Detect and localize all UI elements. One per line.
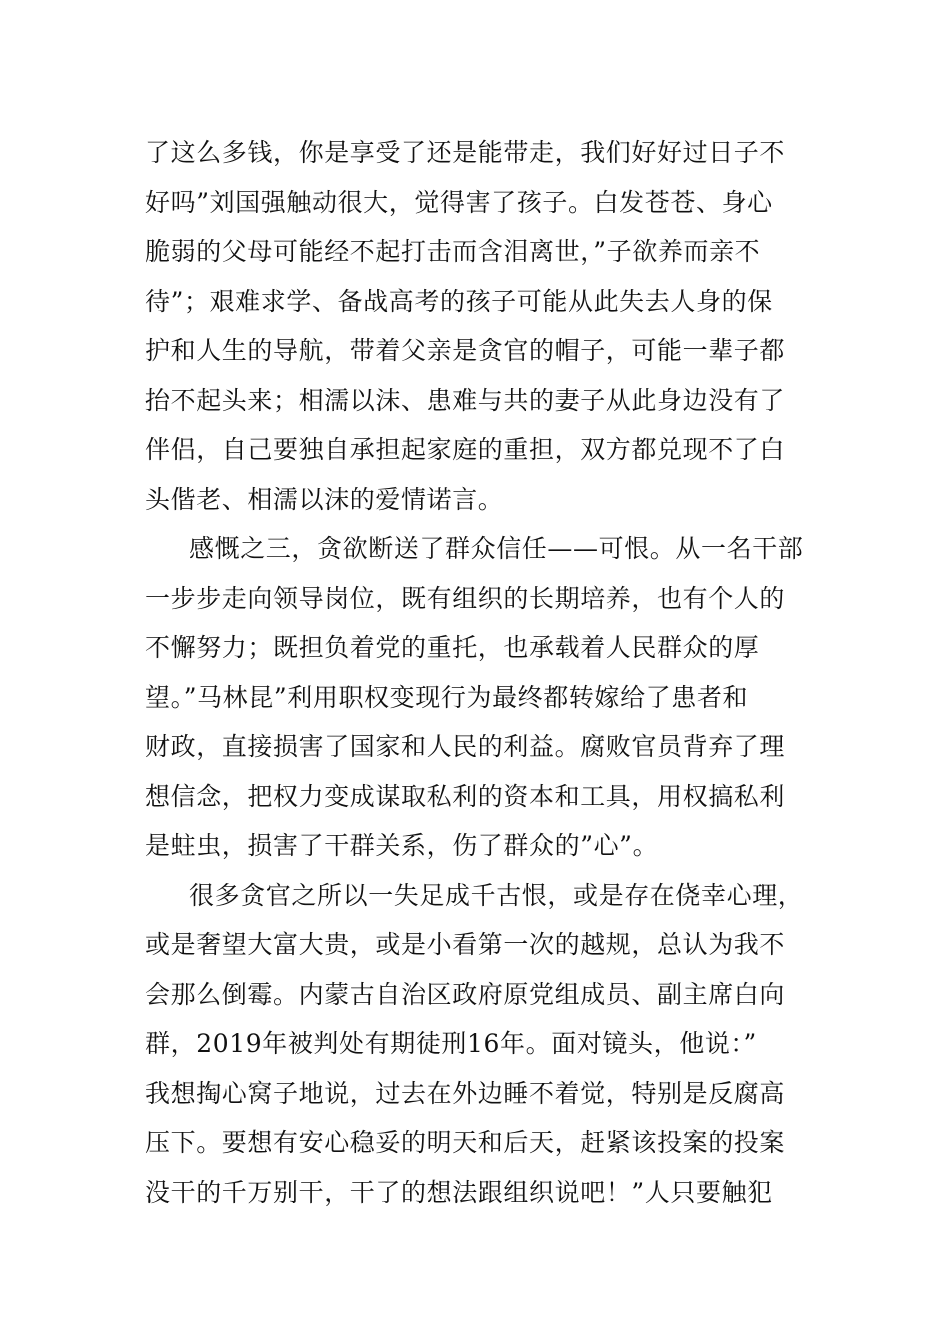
text-line: 头偕老、相濡以沫的爱情诺言。 [145,484,504,514]
text-line: 一步步走向领导岗位，既有组织的长期培养，也有个人的 [145,583,786,613]
paragraph-first-line: 很多贪官之所以一失足成千古恨，或是存在侥幸心理， [189,880,804,910]
text-line: 或是奢望大富大贵，或是小看第一次的越规，总认为我不 [145,930,786,959]
paragraph-first-line: 感慨之三，贪欲断送了群众信任——可恨。从一名干部 [189,534,804,563]
text-line: 护和人生的导航，带着父亲是贪官的帽子，可能一辈子都 [145,336,786,365]
text-line: 伴侣，自己要独自承担起家庭的重担，双方都兑现不了白 [145,435,786,464]
text-line: 了这么多钱，你是享受了还是能带走，我们好好过日子不 [145,138,786,167]
body-text [145,128,810,1217]
text-line: 不懈努力；既担负着党的重托，也承载着人民群众的厚 [145,633,760,662]
text-line: 脆弱的父母可能经不起打击而含泪离世，”子欲养而亲不 [145,237,761,266]
text-line: 抬不起头来；相濡以沫、患难与共的妻子从此身边没有了 [145,385,786,415]
text-line: 会那么倒霉。内蒙古自治区政府原党组成员、副主席白向 [145,979,786,1009]
text-line: 没干的千万别干，干了的想法跟组织说吧！”人只要触犯 [145,1177,773,1207]
text-line: 好吗”刘国强触动很大，觉得害了孩子。白发苍苍、身心 [145,187,773,217]
text-line: 群，2019年被判处有期徒刑16年。面对镜头，他说：” [145,1029,757,1058]
text-line: 想信念，把权力变成谋取私利的资本和工具，用权搞私利 [145,781,786,811]
text-line: 财政，直接损害了国家和人民的利益。腐败官员背弃了理 [145,732,786,761]
text-line: 望。”马林昆”利用职权变现行为最终都转嫁给了患者和 [145,682,749,712]
text-line: 我想掏心窝子地说，过去在外边睡不着觉，特别是反腐高 [145,1078,786,1108]
text-line: 是蛀虫，损害了干群关系，伤了群众的”心”。 [145,831,659,860]
text-line: 待”；艰难求学、备战高考的孩子可能从此失去人身的保 [145,286,773,316]
text-line: 压下。要想有安心稳妥的明天和后天，赶紧该投案的投案 [145,1128,786,1157]
